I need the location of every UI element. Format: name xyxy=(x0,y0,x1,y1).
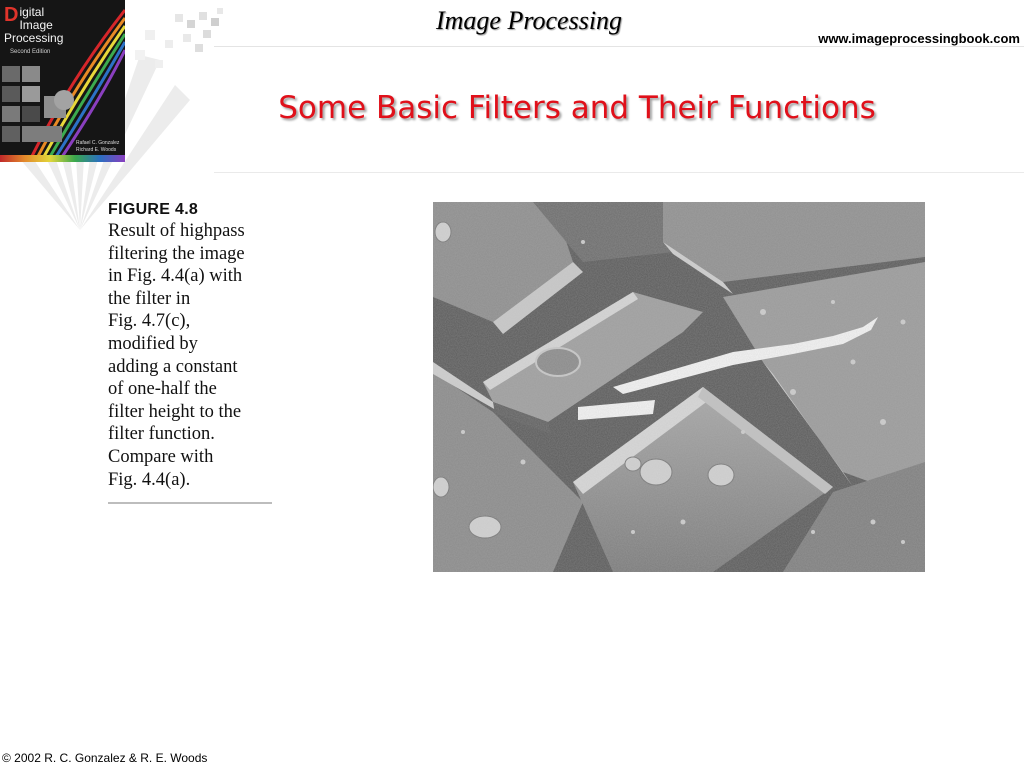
header-url[interactable]: www.imageprocessingbook.com xyxy=(818,31,1020,46)
caption-line: Result of highpass xyxy=(108,221,245,241)
caption-line: Compare with xyxy=(108,446,214,467)
title-divider xyxy=(214,172,1024,173)
pixel-pattern-decoration xyxy=(125,0,235,80)
book-cover-title-line1: igital xyxy=(19,5,45,19)
caption-line: modified by xyxy=(108,333,198,354)
caption-line: of one-half the xyxy=(108,379,217,400)
caption-line: Fig. 4.4(a). xyxy=(108,469,191,490)
caption-line: the filter in xyxy=(108,288,191,309)
book-cover xyxy=(0,0,125,162)
slide-title: Some Basic Filters and Their Functions xyxy=(278,90,876,126)
caption-line: adding a constant xyxy=(108,356,238,377)
book-cover-authors xyxy=(76,140,119,154)
figure-caption xyxy=(108,201,272,491)
caption-line: in Fig. 4.4(a) with xyxy=(108,266,243,287)
figure-image xyxy=(433,202,925,572)
caption-line: Fig. 4.7(c), xyxy=(108,311,191,332)
caption-line: filter function. xyxy=(108,424,215,445)
book-cover-edition: Second Edition xyxy=(10,49,51,55)
header-title: Image Processing xyxy=(436,6,623,35)
header-divider xyxy=(214,46,1024,47)
footer-copyright: © 2002 R. C. Gonzalez & R. E. Woods xyxy=(2,751,208,765)
figure-label: FIGURE 4.8 xyxy=(108,201,199,218)
book-cover-author: Rafael C. Gonzalez xyxy=(76,140,120,146)
figure-caption-text xyxy=(108,220,272,491)
book-cover-stripe xyxy=(0,155,125,162)
caption-divider xyxy=(108,502,272,504)
caption-line: filtering the image xyxy=(108,243,245,264)
book-cover-title xyxy=(4,6,94,45)
caption-line: filter height to the xyxy=(108,401,242,422)
book-cover-initial: D xyxy=(4,4,19,26)
book-cover-title-line3: Processing xyxy=(4,31,64,45)
book-cover-author: Richard E. Woods xyxy=(76,147,117,153)
book-cover-title-line2: Image xyxy=(19,18,53,32)
